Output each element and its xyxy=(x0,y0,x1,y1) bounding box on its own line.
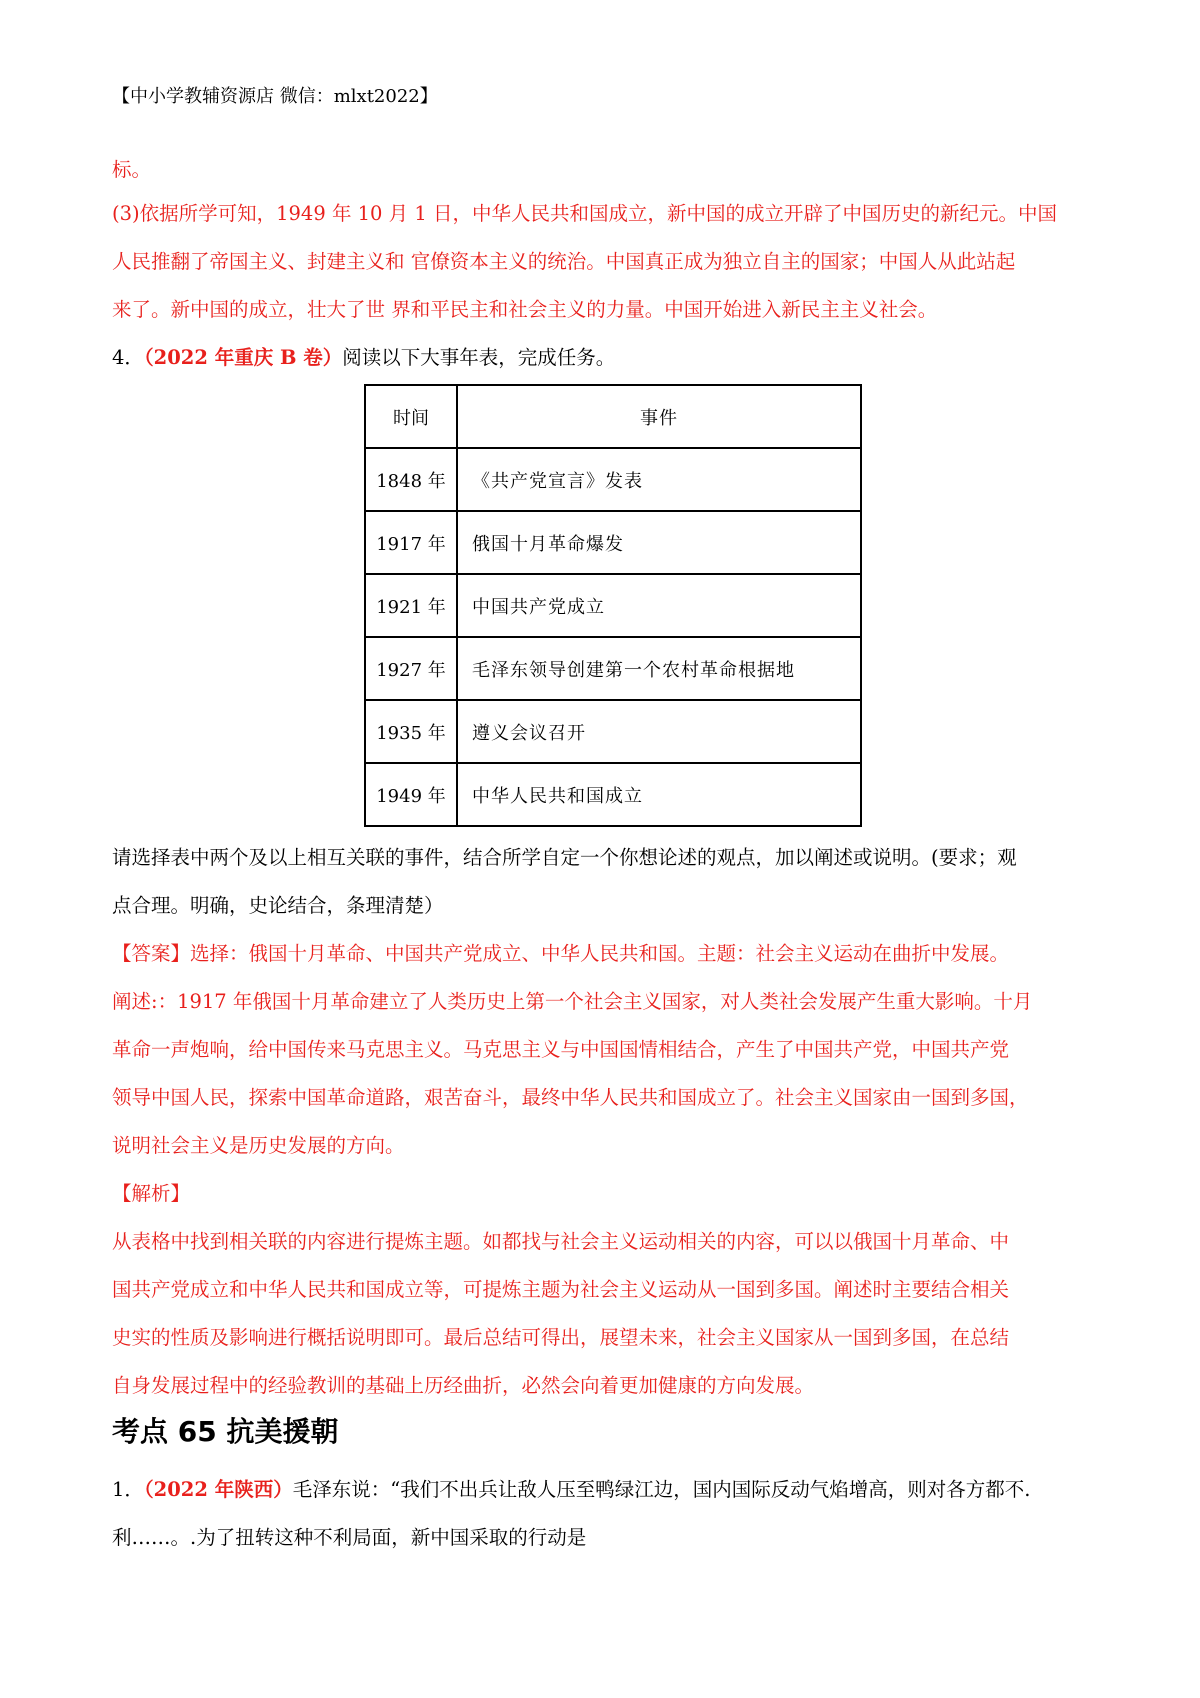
row-time: 1949 年 xyxy=(365,763,457,826)
answer-line5: 说明社会主义是历史发展的方向。 xyxy=(112,1134,405,1157)
row-time: 1935 年 xyxy=(365,700,457,763)
question-source: （2022 年陕西） xyxy=(143,1478,293,1501)
row-time: 1927 年 xyxy=(365,637,457,700)
answer3-line3: 来了。新中国的成立，壮大了世 界和平民主和社会主义的力量。中国开始进入新民主主义社会。 xyxy=(112,298,938,321)
answer3-line2: 人民推翻了帝国主义、封建主义和 官僚资本主义的统治。中国真正成为独立自主的国家；中国人从此站起 xyxy=(112,250,1016,273)
answer-fragment: 标。 xyxy=(112,158,152,181)
row-event: 中华人民共和国成立 xyxy=(457,763,861,826)
row-event: 毛泽东领导创建第一个农村革命根据地 xyxy=(457,637,861,700)
page-header: 【中小学教辅资源店 微信：mlxt2022】 xyxy=(112,86,438,107)
answer-line3: 革命一声炮响，给中国传来马克思主义。马克思主义与中国国情相结合，产生了中国共产党，中国共产党 xyxy=(112,1038,1010,1061)
row-event: 遵义会议召开 xyxy=(457,700,861,763)
row-event: 中国共产党成立 xyxy=(457,574,861,637)
analysis-line3: 史实的性质及影响进行概括说明即可。最后总结可得出，展望未来，社会主义国家从一国到多国，在总结 xyxy=(112,1326,1010,1349)
question-prompt: 阅读以下大事年表，完成任务。 xyxy=(342,346,616,369)
table-row xyxy=(365,763,861,826)
answer-line2: 阐述:：1917 年俄国十月革命建立了人类历史上第一个社会主义国家，对人类社会发展产生重大影响。十月 xyxy=(112,990,1033,1013)
row-time: 1917 年 xyxy=(365,511,457,574)
header-event: 事件 xyxy=(457,385,861,448)
row-time: 1848 年 xyxy=(365,448,457,511)
question1-line2: 利……。.为了扭转这种不利局面，新中国采取的行动是 xyxy=(112,1526,587,1549)
analysis-line4: 自身发展过程中的经验教训的基础上历经曲折，必然会向着更加健康的方向发展。 xyxy=(112,1374,815,1397)
table-row xyxy=(365,700,861,763)
answer-line4: 领导中国人民，探索中国革命道路，艰苦奋斗，最终中华人民共和国成立了。社会主义国家由一国到多国， xyxy=(112,1086,1029,1109)
chronology-table xyxy=(364,384,862,827)
task-line1: 请选择表中两个及以上相互关联的事件，结合所学自定一个你想论述的观点，加以阐述或说明。(要求；观 xyxy=(112,846,1017,869)
row-event: 俄国十月革命爆发 xyxy=(457,511,861,574)
question-source: （2022 年重庆 B 卷） xyxy=(143,346,343,369)
question4 xyxy=(112,334,1102,382)
row-event: 《共产党宣言》发表 xyxy=(457,448,861,511)
analysis-label: 【解析】 xyxy=(112,1182,191,1205)
answer-line1: 【答案】选择：俄国十月革命、中国共产党成立、中华人民共和国。主题：社会主义运动在曲折中发展。 xyxy=(112,942,1010,965)
table-header-row xyxy=(365,385,861,448)
question-text: 毛泽东说：“我们不出兵让敌人压至鸭绿江边，国内国际反动气焰增高，则对各方都不. xyxy=(292,1478,1031,1501)
table-row xyxy=(365,448,861,511)
table-row xyxy=(365,574,861,637)
analysis-line2: 国共产党成立和中华人民共和国成立等，可提炼主题为社会主义运动从一国到多国。阐述时主要结合相关 xyxy=(112,1278,1010,1301)
analysis-line1: 从表格中找到相关联的内容进行提炼主题。如都找与社会主义运动相关的内容，可以以俄国十月革命、中 xyxy=(112,1230,1010,1253)
table-row xyxy=(365,637,861,700)
question1-line1 xyxy=(112,1466,1102,1514)
task-line2: 点合理。明确，史论结合，条理清楚） xyxy=(112,894,444,917)
answer3-line1: (3)依据所学可知，1949 年 10 月 1 日，中华人民共和国成立，新中国的成立开辟了中国历史的新纪元。中国 xyxy=(112,202,1057,225)
row-time: 1921 年 xyxy=(365,574,457,637)
table-row xyxy=(365,511,861,574)
header-time: 时间 xyxy=(365,385,457,448)
question-number: 1． xyxy=(112,1478,144,1501)
question-number: 4． xyxy=(112,346,144,369)
section-title: 考点 65 抗美援朝 xyxy=(112,1415,339,1448)
